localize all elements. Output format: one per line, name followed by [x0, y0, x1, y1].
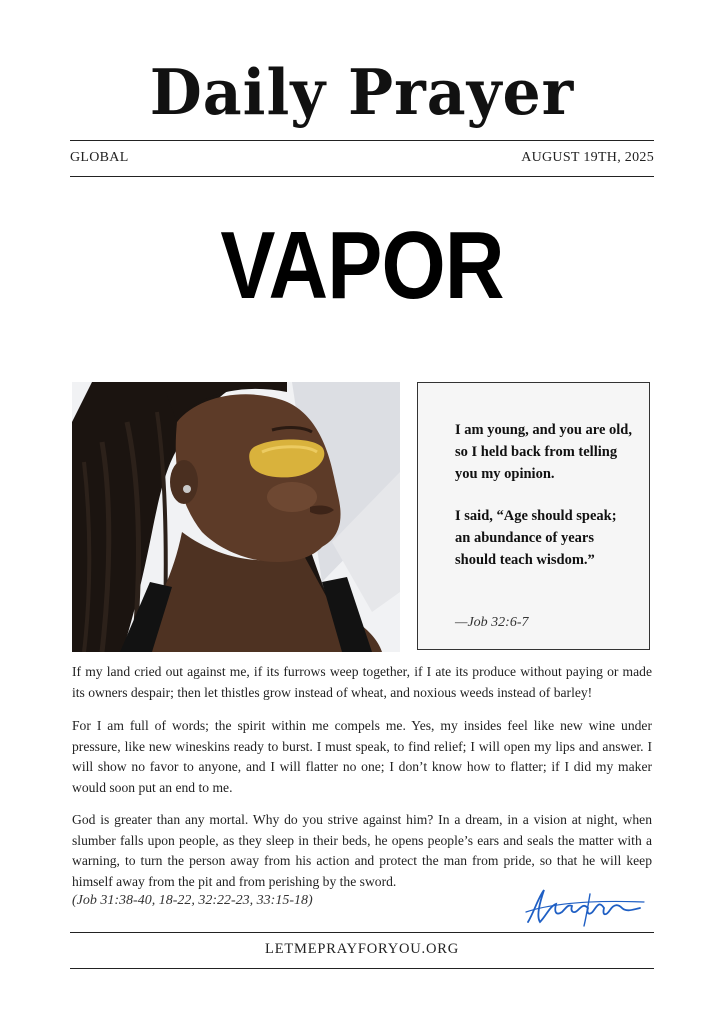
- woman-portrait-image: [72, 382, 400, 652]
- footer-top-rule: [70, 932, 654, 933]
- headline: VAPOR: [220, 212, 504, 319]
- scripture-citation: (Job 31:38-40, 18-22, 32:22-23, 33:15-18): [72, 893, 313, 908]
- quote-box: [417, 382, 650, 650]
- body-paragraph-2: For I am full of words; the spirit within me compels me. Yes, my insides feel like new wine under pressure, like new wineskins ready to burst. I must speak, to find relief; I will open my lips and answer. I will show no favor to anyone, and I will flatter no one; I don’t know how to flatter; if I did my maker would soon put an end to me.: [72, 718, 652, 795]
- body-paragraph-1: If my land cried out against me, if its furrows weep together, if I ate its produce without paying or made its owners despair; then let thistles grow instead of wheat, and noxious weeds instead of barley!: [72, 664, 652, 700]
- signature-image: [520, 882, 650, 930]
- footer-website[interactable]: LETMEPRAYFORYOU.ORG: [265, 941, 459, 957]
- date-label: AUGUST 19TH, 2025: [521, 150, 654, 165]
- region-label: GLOBAL: [70, 150, 129, 165]
- quote-reference: —Job 32:6-7: [455, 615, 529, 630]
- quote-line-2: I said, “Age should speak; an abundance of years should teach wisdom.”: [455, 508, 617, 568]
- masthead-title: Daily Prayer: [149, 56, 575, 130]
- quote-line-1: I am young, and you are old, so I held back from telling you my opinion.: [455, 422, 632, 482]
- footer-bottom-rule: [70, 968, 654, 969]
- top-rule: [70, 140, 654, 141]
- meta-rule: [70, 176, 654, 177]
- feature-photo: [72, 382, 400, 652]
- body-paragraph-3: God is greater than any mortal. Why do you strive against him? In a dream, in a vision at night, when slumber falls upon people, as they sleep in their beds, he opens people’s ears and seals the matter with a warning, to turn the person away from his action and protect the man from pride, so that he will keep himself away from the pit and from perishing by the sword.: [72, 812, 652, 889]
